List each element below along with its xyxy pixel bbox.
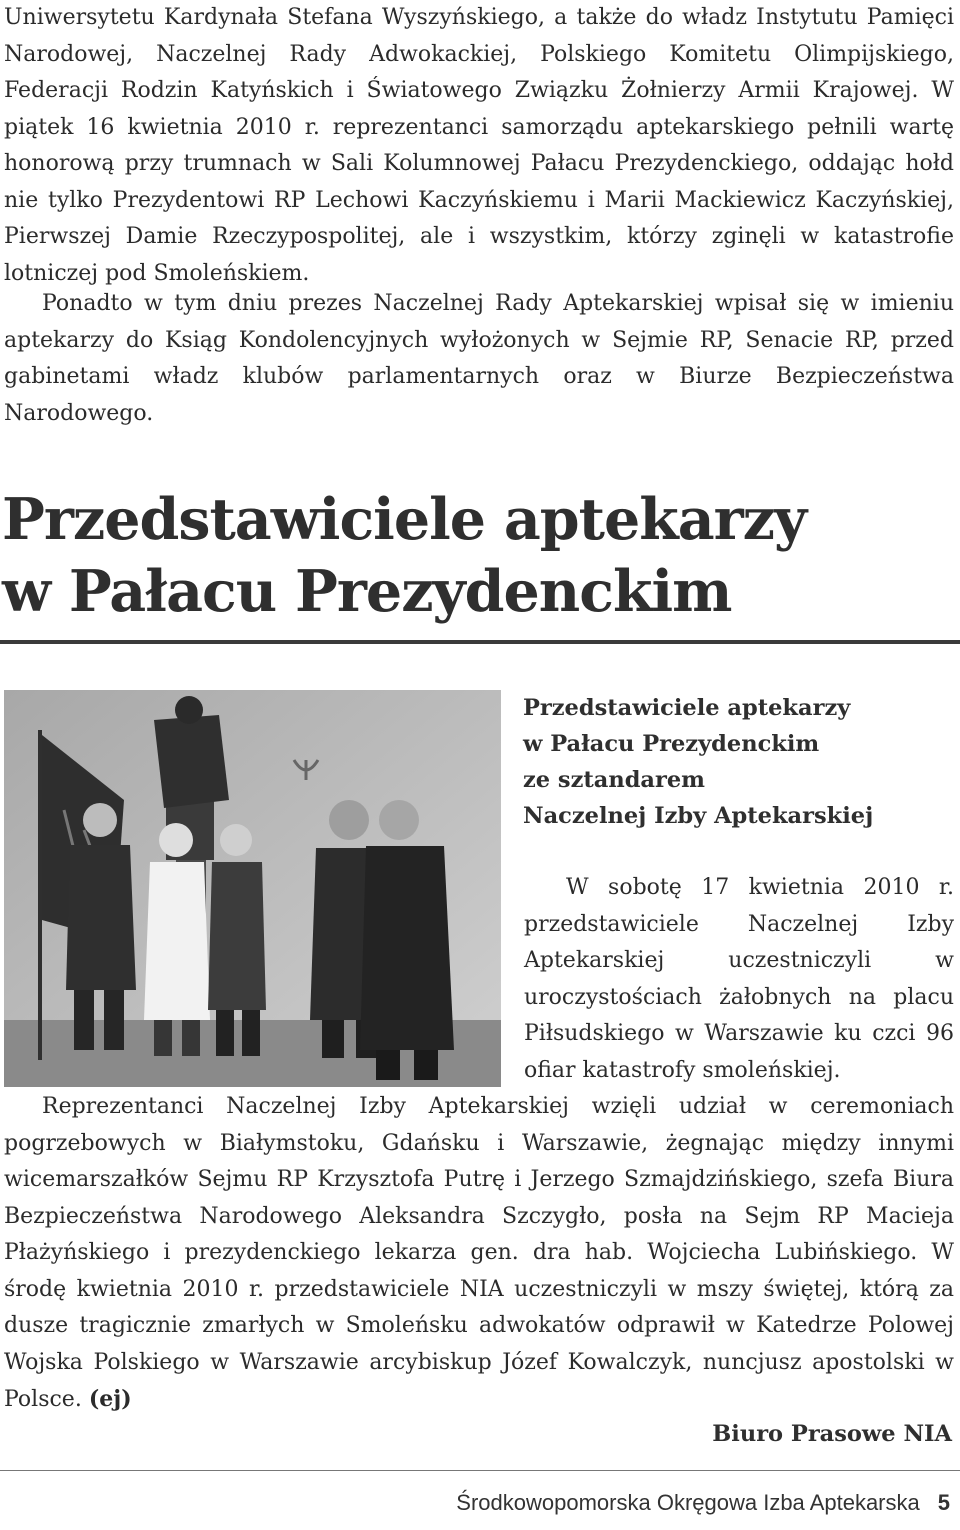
signature: Biuro Prasowe NIA [712, 1421, 952, 1447]
publication-name: Środkowopomorska Okręgowa Izba Aptekarska [456, 1490, 920, 1515]
caption-line-4: Naczelnej Izby Aptekarskiej [523, 803, 874, 829]
photo-caption [523, 690, 943, 834]
body-text: Reprezentanci Naczelnej Izby Aptekarskiej wzięli udział w ceremoniach pogrzebowych w Białymstoku, Gdańsku i Warszawie, żegnając między innymi wicemarszałków Sejmu RP Krzysztofa Putrę i Jerzego Szmajdzińskiego, szefa Biura Bezpieczeństwa Narodowego Aleksandra Szczygło, posła na Sejm RP Macieja Płażyńskiego i prezydenckiego lekarza gen. dra hab. Wojciecha Lubińskiego. W środę kwietnia 2010 r. przedstawiciele NIA uczestniczyli w mszy świętej, którą za dusze tragicznie zmarłych w Smoleńsku adwokatów odprawił w Katedrze Polowej Wojska Polskiego w Warszawie arcybiskup Józef Kowalczyk, nuncjusz apostolski w Polsce. [4, 1094, 954, 1412]
heading-divider [0, 640, 960, 644]
heading-line-1: Przedstawiciele aptekarzy [2, 486, 807, 553]
body-paragraph [4, 1089, 954, 1419]
photo-illustration [4, 690, 501, 1087]
page-number: 5 [937, 1490, 950, 1515]
heading-line-2: w Pałacu Prezydenckim [2, 558, 732, 625]
intro-paragraph-1: Uniwersytetu Kardynała Stefana Wyszyńskiego, a także do władz Instytutu Pamięci Narodowej, Naczelnej Rady Adwokackiej, Polskiego Komitetu Olimpijskiego, Federacji Rodzin Katyńskich i Światowego Związku Żołnierzy Armii Krajowej. W piątek 16 kwietnia 2010 r. reprezentanci samorządu aptekarskiego pełnili wartę honorową przy trumnach w Sali Kolumnowej Pałacu Prezydenckiego, oddając hołd nie tylko Prezydentowi RP Lechowi Kaczyńskiemu i Marii Mackiewicz Kaczyńskiej, Pierwszej Damie Rzeczypospolitej, ale i wszystkim, którzy zginęli w katastrofie lotniczej pod Smoleńskiem. [4, 5, 954, 286]
article-heading [2, 484, 952, 628]
author-tag: (ej) [88, 1386, 132, 1412]
side-paragraph: W sobotę 17 kwietnia 2010 r. przedstawiciele Naczelnej Izby Aptekarskiej uczestniczyli w uroczystościach żałobnych na placu Piłsudskiego w Warszawie ku czci 96 ofiar katastrofy smoleńskiej. [524, 875, 954, 1083]
footer-divider [0, 1470, 960, 1471]
caption-line-2: w Pałacu Prezydenckim [523, 731, 820, 757]
intro-paragraph-2: Ponadto w tym dniu prezes Naczelnej Rady Aptekarskiej wpisał się w imieniu aptekarzy do Ksiąg Kondolencyjnych wyłożonych w Sejmie RP, Senacie RP, przed gabinetami władz klubów parlamentarnych oraz w Biurze Bezpieczeństwa Narodowego. [4, 291, 954, 426]
page-footer [456, 1490, 950, 1516]
caption-line-1: Przedstawiciele aptekarzy [523, 695, 851, 721]
article-photo [4, 690, 501, 1087]
caption-line-3: ze sztandarem [523, 767, 705, 793]
